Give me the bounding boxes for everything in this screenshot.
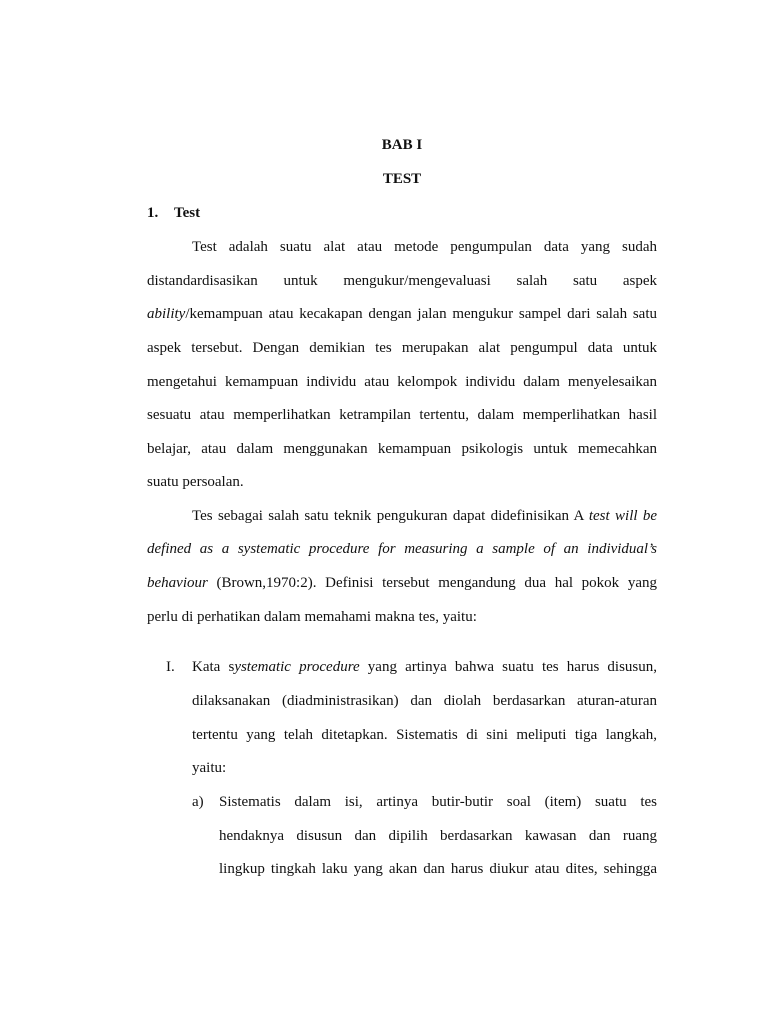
text-line: dilaksanakan (diadministrasikan) dan diolah berdasarkan aturan-aturan (192, 693, 657, 709)
text-line: mengetahui kemampuan individu atau kelompok individu dalam menyelesaikan (147, 374, 657, 390)
list-marker: a) (192, 794, 204, 810)
italic-quote: behaviour (147, 575, 208, 591)
italic-quote: test will be (588, 508, 658, 524)
text-line: perlu di perhatikan dalam memahami makna tes, yaitu: (147, 609, 477, 625)
text-line (192, 506, 657, 526)
italic-quote: defined as a systematic procedure for measuring a sample of an individual’s (147, 541, 657, 557)
text-line: tertentu yang telah ditetapkan. Sistematis di sini meliputi tiga langkah, (192, 727, 657, 743)
text-line: hendaknya disusun dan dipilih berdasarkan kawasan dan ruang (219, 828, 657, 844)
chapter-number: BAB I (381, 137, 423, 153)
text-line (147, 573, 657, 593)
text-span: Tes sebagai salah satu teknik pengukuran dapat didefinisikan A (192, 508, 584, 524)
section-heading (147, 205, 200, 222)
text-line: Test adalah suatu alat atau metode pengumpulan data yang sudah (192, 239, 657, 255)
list-marker: I. (166, 659, 175, 675)
text-line (192, 657, 657, 677)
text-line: ability/kemampuan atau kecakapan dengan jalan mengukur sampel dari salah satu (147, 306, 657, 322)
text-span: yang artinya bahwa suatu tes harus disusun, (367, 659, 658, 675)
section-number: 1. (147, 205, 159, 221)
text-span: (Brown,1970:2). Definisi tersebut mengandung dua hal pokok yang (216, 575, 657, 591)
text-line (147, 539, 657, 559)
text-line: yaitu: (192, 760, 227, 776)
text-line: sesuatu atau memperlihatkan ketrampilan tertentu, dalam memperlihatkan hasil (147, 407, 657, 423)
text-line: aspek tersebut. Dengan demikian tes merupakan alat pengumpul data untuk (147, 340, 657, 356)
text-line: Sistematis dalam isi, artinya butir-butir soal (item) suatu tes (219, 794, 657, 810)
italic-term: ability (147, 306, 186, 322)
text-line: belajar, atau dalam menggunakan kemampuan psikologis untuk memecahkan (147, 441, 657, 457)
text-line: distandardisasikan untuk mengukur/mengevaluasi salah satu aspek (147, 273, 657, 289)
text-line: lingkup tingkah laku yang akan dan harus diukur atau dites, sehingga (219, 861, 657, 877)
text-span: Kata s (192, 659, 235, 675)
chapter-title: TEST (382, 171, 422, 187)
section-title: Test (174, 205, 201, 221)
text-line: suatu persoalan. (147, 474, 244, 490)
italic-term: ystematic procedure (234, 659, 360, 675)
